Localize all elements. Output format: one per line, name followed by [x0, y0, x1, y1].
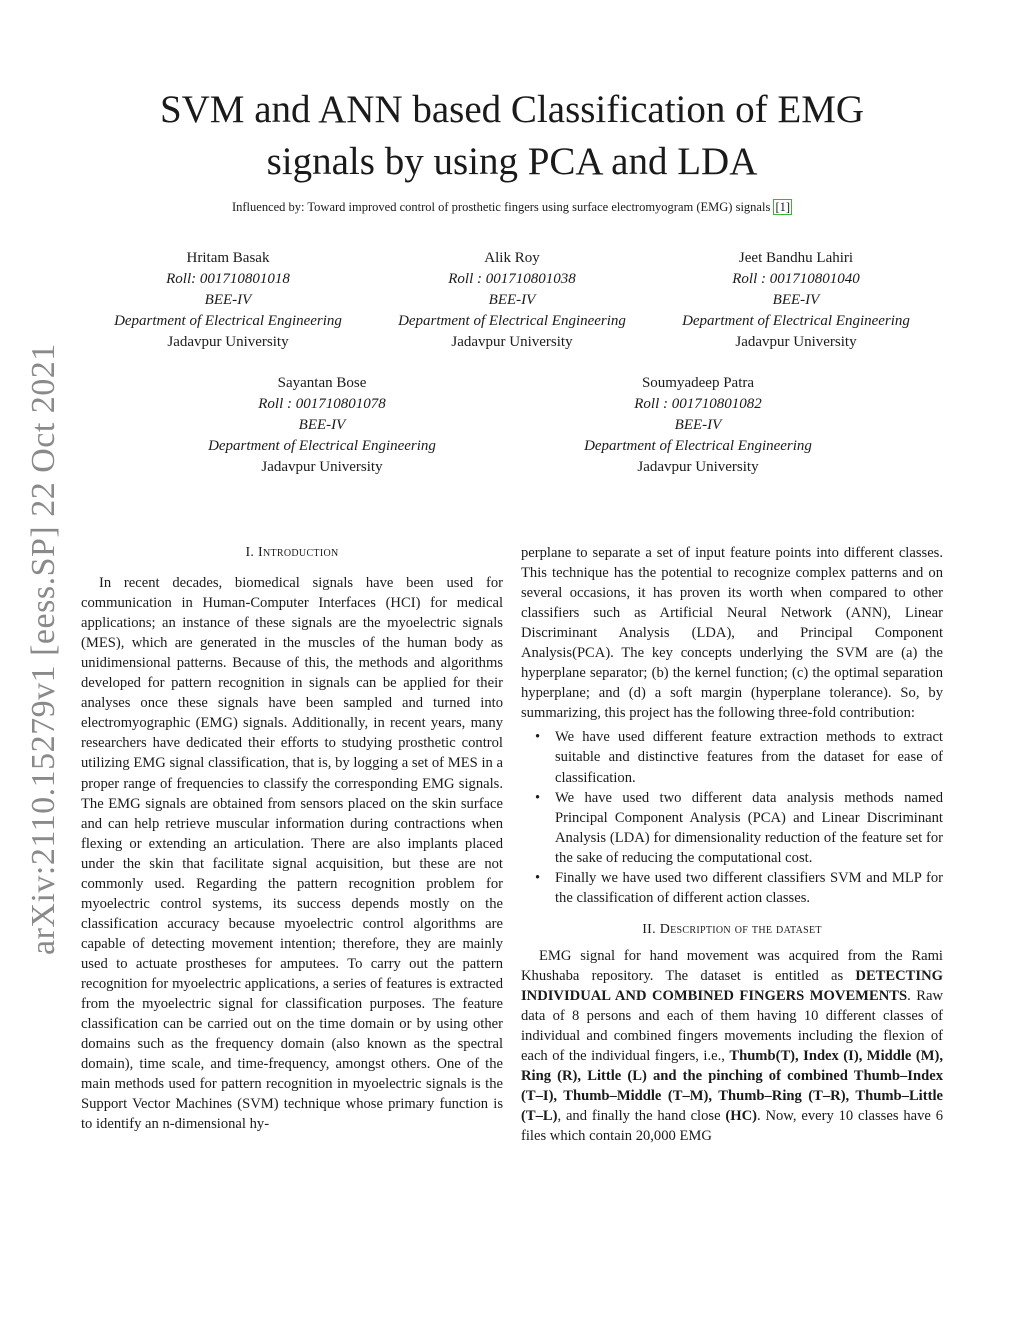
author-roll: Roll : 001710801040: [732, 271, 860, 287]
author-class: BEE-IV: [674, 417, 722, 433]
arxiv-side-stamp[interactable]: arXiv:2110.15279v1 [eess.SP] 22 Oct 2021: [25, 343, 62, 955]
author-block-5: [550, 373, 846, 478]
author-block-4: [174, 373, 470, 478]
author-name: Hritam Basak: [186, 250, 270, 266]
author-class: BEE-IV: [772, 292, 820, 308]
text-run: . Raw data of 8 persons and each of them having 10 different classes of individual and combined fingers movements including the flexion of each of the individual fingers, i.e.,: [521, 987, 943, 1065]
influence-text: Influenced by: Toward improved control of prosthetic fingers using surface electromyogram (EMG) signals: [231, 200, 771, 214]
list-item-text: Finally we have used two different classifiers SVM and MLP for the classification of different action classes.: [555, 869, 943, 906]
author-name: Soumyadeep Patra: [641, 375, 755, 391]
author-department: Department of Electrical Engineering: [398, 313, 626, 329]
author-block-3: [648, 248, 944, 353]
list-item: [521, 868, 943, 908]
section-title: Introduction: [258, 545, 339, 560]
section-heading-dataset: [521, 920, 943, 940]
author-name: Sayantan Bose: [277, 375, 367, 391]
text-run: , and finally the hand close: [557, 1108, 726, 1125]
author-class: BEE-IV: [204, 292, 252, 308]
author-university: Jadavpur University: [261, 459, 383, 475]
finger-classes: Thumb(T), Index (I), Middle (M), Ring (R), Little (L) and the pinching of combined Thumb–Index (T–I), Thumb–Middle (T–M), Thumb–Ring (T–R), Thumb–Little (T–L): [521, 1048, 944, 1125]
list-item: [521, 788, 943, 868]
list-item-text: We have used two different data analysis methods named Principal Component Analysis (PCA) and Linear Discriminant Analysis (LDA) for dimensionality reduction of the feature set for the sake of reducing the computational cost.: [555, 789, 943, 866]
author-roll: Roll : 001710801082: [634, 396, 762, 412]
author-roll: Roll: 001710801018: [166, 271, 290, 287]
author-roll: Roll : 001710801078: [258, 396, 386, 412]
bullet-icon: •: [535, 729, 541, 746]
author-department: Department of Electrical Engineering: [114, 313, 342, 329]
author-university: Jadavpur University: [167, 334, 289, 350]
contribution-list: [521, 727, 943, 907]
author-name: Alik Roy: [484, 250, 540, 266]
citation-link[interactable]: [1]: [775, 200, 791, 214]
dataset-name: DETECTING INDIVIDUAL AND COMBINED FINGERS MOVEMENTS: [521, 967, 943, 1004]
text-run: . Now, every 10 classes have 6 files which contain 20,000 EMG: [521, 1108, 943, 1145]
list-item: [521, 727, 943, 787]
title-line-1: SVM and ANN based Classification of EMG: [159, 88, 865, 131]
intro-continuation: perplane to separate a set of input feature points into different classes. This technique has the potential to recognize complex patterns and on several occasions, it has proven its worth when compared to other classifiers such as Artificial Neural Network (ANN), Linear Discriminant Analysis (LDA), and Principal Component Analysis(PCA). The key concepts underlying the SVM are (a) the hyperplane separator; (b) the kernel function; (c) the optimal separation hyperplane; and (d) a soft margin (hyperplane tolerance). So, by summarizing, this project has the following three-fold contribution:: [521, 545, 943, 722]
author-university: Jadavpur University: [637, 459, 759, 475]
dataset-paragraph: [521, 946, 943, 1146]
author-department: Department of Electrical Engineering: [208, 438, 436, 454]
section-title: Description of the dataset: [659, 921, 822, 937]
list-item-text: We have used different feature extraction methods to extract suitable and distinctive features from the dataset for ease of classification.: [555, 729, 943, 786]
author-department: Department of Electrical Engineering: [584, 438, 812, 454]
author-university: Jadavpur University: [451, 334, 573, 350]
intro-paragraph: In recent decades, biomedical signals have been used for communication in Human-Computer Interfaces (HCI) for medical applications; an instance of these signals are the myoelectric signals (MES), which are generated in the muscles of the human body as unidimensional patterns. Because of this, the methods and algorithms developed for pattern recognition in signals can be applied for their analyses once these signals have been sampled and turned into electromyographic (EMG) signals. Additionally, in recent years, many researchers have dedicated their efforts to studying prosthetic control utilizing EMG signal classification, that is, by logging a set of MES in a proper range of frequencies to classify the corresponding EMG signals. The EMG signals are obtained from sensors placed on the skin surface and can help retrieve muscular information during contractions when flexing or extending an articulation. There are also implants placed under the skin that facilitate signal acquisition, but these are not commonly used. Regarding the pattern recognition problem for myoelectric control systems, its success depends mostly on the classification accuracy because myoelectric control algorithms are capable of detecting movement intention; therefore, they are mainly used to actuate prostheses for amputees. To carry out the pattern recognition for myoelectric applications, a series of features is extracted from the myoelectric signal for classification purposes. The feature classification can be carried out on the time domain or by using other domains such as the frequency domain (also known as the spectral domain), time scale, and time-frequency, amongst others. One of the main methods used for pattern recognition in myoelectric signals is the Support Vector Machines (SVM) technique whose primary function is to identify an n-dimensional hy-: [81, 575, 503, 1133]
right-column: [521, 543, 943, 1146]
bullet-icon: •: [535, 789, 541, 806]
influence-note: [80, 200, 944, 215]
author-class: BEE-IV: [298, 417, 346, 433]
text-run: EMG signal for hand movement was acquired from the Rami Khushaba repository. The dataset is entitled as: [521, 947, 943, 984]
author-roll: Roll : 001710801038: [448, 271, 576, 287]
section-number: II.: [642, 921, 660, 937]
left-column: [81, 543, 503, 1134]
section-number: I.: [245, 545, 259, 560]
author-class: BEE-IV: [488, 292, 536, 308]
hand-close-class: (HC): [725, 1108, 757, 1125]
bullet-icon: •: [535, 869, 541, 886]
author-university: Jadavpur University: [735, 334, 857, 350]
author-name: Jeet Bandhu Lahiri: [738, 250, 854, 266]
section-heading-introduction: [81, 543, 503, 563]
paper-title: [80, 84, 944, 188]
author-department: Department of Electrical Engineering: [682, 313, 910, 329]
author-block-2: [364, 248, 660, 353]
author-block-1: [80, 248, 376, 353]
title-line-2: signals by using PCA and LDA: [266, 140, 758, 183]
